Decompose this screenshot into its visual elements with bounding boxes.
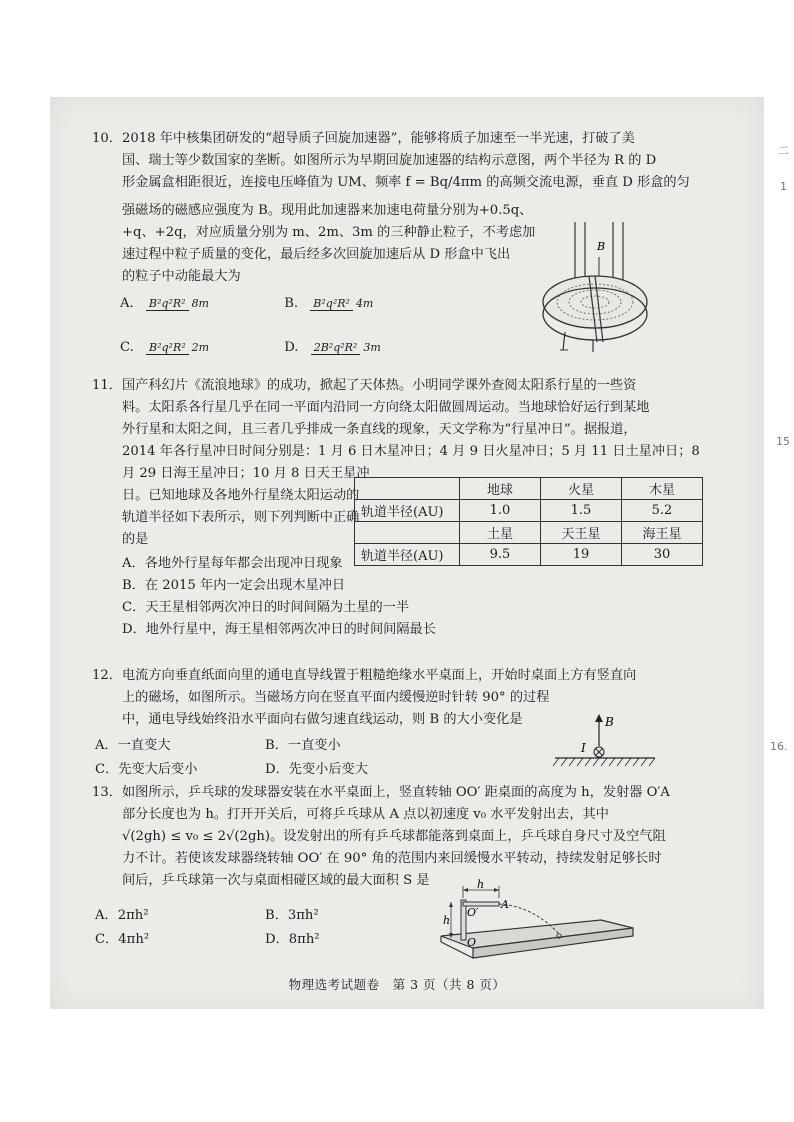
svg-text:O: O [467, 936, 477, 949]
option-d[interactable]: D. 2B²q²R² 3m [284, 340, 384, 355]
q13-options-row-2 [95, 928, 320, 947]
table-row [355, 478, 703, 500]
option-d[interactable]: D．地外行星中，海王星相邻两次冲日的时间间隔最长 [122, 622, 436, 637]
option-b[interactable]: B．一直变小 [265, 738, 341, 753]
wire-field-figure [555, 712, 655, 774]
table-cell: 19 [541, 544, 622, 566]
table-cell: 1.5 [541, 500, 622, 522]
svg-text:h: h [443, 914, 451, 927]
fraction: B²q²R² 2m [146, 341, 212, 355]
table-cell: 30 [622, 544, 703, 566]
question-text-line: 力不计。若使该发球器绕转轴 OO′ 在 90° 角的范围内来回缓慢水平转动，持续发射足够长时 [122, 851, 662, 866]
question-text-line: 的粒子中动能最大为 [122, 269, 241, 284]
table-cell: 9.5 [460, 544, 541, 566]
q12-options-row-2 [95, 758, 368, 777]
option-a[interactable]: A．一直变大 [95, 738, 171, 753]
option-c[interactable]: C．天王星相邻两次冲日的时间间隔为土星的一半 [122, 600, 410, 615]
option-a[interactable]: A．各地外行星每年都会出现冲日现象 [122, 556, 343, 571]
question-text-line: 外行星和太阳之间，且三者几乎排成一条直线的现象，天文学称为“行星冲日”。据报道， [122, 422, 637, 437]
option-c[interactable]: C．4πh² [95, 932, 150, 947]
field-label: B [605, 715, 614, 729]
question-text-line: 月 29 日海王星冲日；10 月 8 日天王星冲 [122, 466, 370, 481]
table-row [355, 544, 703, 566]
arrow-up-icon [595, 714, 603, 722]
question-text-line: 强磁场的磁感应强度为 B。现用此加速器来加速电荷量分别为+0.5q、 [122, 203, 533, 218]
q13-options-row-1 [95, 904, 319, 923]
question-text-line: 轨道半径如下表所示，则下列判断中正确 [122, 510, 360, 525]
svg-text:h: h [477, 878, 485, 891]
question-text-line: 12．电流方向垂直纸面向里的通电直导线置于粗糙绝缘水平桌面上，开始时桌面上方有竖直向 [92, 668, 637, 683]
question-text-line: 中，通电导线始终沿水平面向右做匀速直线运动，则 B 的大小变化是 [122, 712, 523, 727]
question-text-line: 2014 年各行星冲日时间分别是：1 月 6 日木星冲日；4 月 9 日火星冲日；5 月 11 日土星冲日；8 [122, 444, 700, 459]
option-b[interactable]: B．在 2015 年内一定会出现木星冲日 [122, 578, 346, 593]
edge-mark: 二 [778, 144, 789, 157]
table-cell: 5.2 [622, 500, 703, 522]
field-label: B [597, 240, 606, 253]
question-text-line: 日。已知地球及各地外行星绕太阳运动的 [122, 488, 360, 503]
question-text-line: 国、瑞士等少数国家的垄断。如图所示为早期回旋加速器的结构示意图，两个半径为 R 的 D [122, 153, 657, 168]
option-b[interactable]: B. B²q²R² 4m [284, 296, 376, 311]
q10-options-row-1 [120, 296, 376, 311]
table-cell: 土星 [460, 522, 541, 544]
table-cell: 海王星 [622, 522, 703, 544]
table-cell: 地球 [460, 478, 541, 500]
question-text-line: +q、+2q，对应质量分别为 m、2m、3m 的三种静止粒子，不考虑加 [122, 225, 536, 240]
q10-options-row-2 [120, 340, 384, 355]
fraction: B²q²R² 8m [146, 297, 212, 311]
question-13 [92, 782, 670, 892]
table-cell: 轨道半径(AU) [355, 544, 460, 566]
question-text-line: 间后，乒乓球第一次与桌面相碰区域的最大面积 S 是 [122, 873, 430, 888]
question-text-line: 上的磁场，如图所示。当磁场方向在竖直平面内缓慢逆时针转 90° 的过程 [122, 690, 550, 705]
svg-text:A: A [501, 898, 509, 911]
svg-text:O′: O′ [467, 906, 479, 919]
option-d[interactable]: D．先变小后变大 [265, 762, 368, 777]
option-c[interactable]: C．先变大后变小 [95, 762, 198, 777]
table-cell: 火星 [541, 478, 622, 500]
option-b[interactable]: B．3πh² [265, 908, 319, 923]
question-text-line: 10．2018 年中核集团研发的“超导质子回旋加速器”，能够将质子加速至一半光速，打破了美 [92, 131, 635, 146]
edge-mark: 15 [776, 435, 790, 448]
current-label: I [581, 741, 586, 755]
page-footer: 物理选考试题卷 第 3 页（共 8 页） [288, 977, 506, 992]
edge-mark: 1 [780, 180, 787, 193]
question-text-line: 13．如图所示，乒乓球的发球器安装在水平桌面上，竖直转轴 OO′ 距桌面的高度为 h，发射器 O′A [92, 785, 670, 800]
table-cell: 木星 [622, 478, 703, 500]
orbit-radius-table [354, 477, 703, 566]
table-row [355, 522, 703, 544]
table-cell: 天王星 [541, 522, 622, 544]
edge-mark: 16. [770, 740, 788, 753]
question-text-line: 形金属盒相距很近，连接电压峰值为 UM、频率 f = Bq/4πm 的高频交流电源，垂直 D 形盒的匀 [122, 175, 690, 190]
table-row [355, 500, 703, 522]
table-cell: 轨道半径(AU) [355, 500, 460, 522]
q12-options-row-1 [95, 734, 341, 753]
ball-launcher-figure [433, 880, 638, 962]
question-text-line: 速过程中粒子质量的变化，最后经多次回旋加速后从 D 形盒中飞出 [122, 247, 511, 262]
question-text-line: 11．国产科幻片《流浪地球》的成功，掀起了天体热。小明同学课外查阅太阳系行星的一些资 [92, 378, 637, 393]
option-a[interactable]: A．2πh² [95, 908, 149, 923]
question-text-line: 的是 [122, 532, 149, 547]
question-text-line: √(2gh) ≤ v₀ ≤ 2√(2gh)。设发射出的所有乒乓球都能落到桌面上，乒乓球自身尺寸及空气阻 [122, 829, 666, 844]
option-a[interactable]: A. B²q²R² 8m [120, 296, 280, 311]
cyclotron-figure [535, 222, 655, 357]
option-d[interactable]: D．8πh² [265, 932, 320, 947]
option-c[interactable]: C. B²q²R² 2m [120, 340, 280, 355]
fraction: 2B²q²R² 3m [311, 341, 384, 355]
question-text-line: 部分长度也为 h。打开开关后，可将乒乓球从 A 点以初速度 v₀ 水平发射出去，其中 [122, 807, 609, 822]
table-cell: 1.0 [460, 500, 541, 522]
fraction: B²q²R² 4m [310, 297, 376, 311]
question-text-line: 料。太阳系各行星几乎在同一平面内沿同一方向绕太阳做圆周运动。当地球恰好运行到某地 [122, 400, 650, 415]
